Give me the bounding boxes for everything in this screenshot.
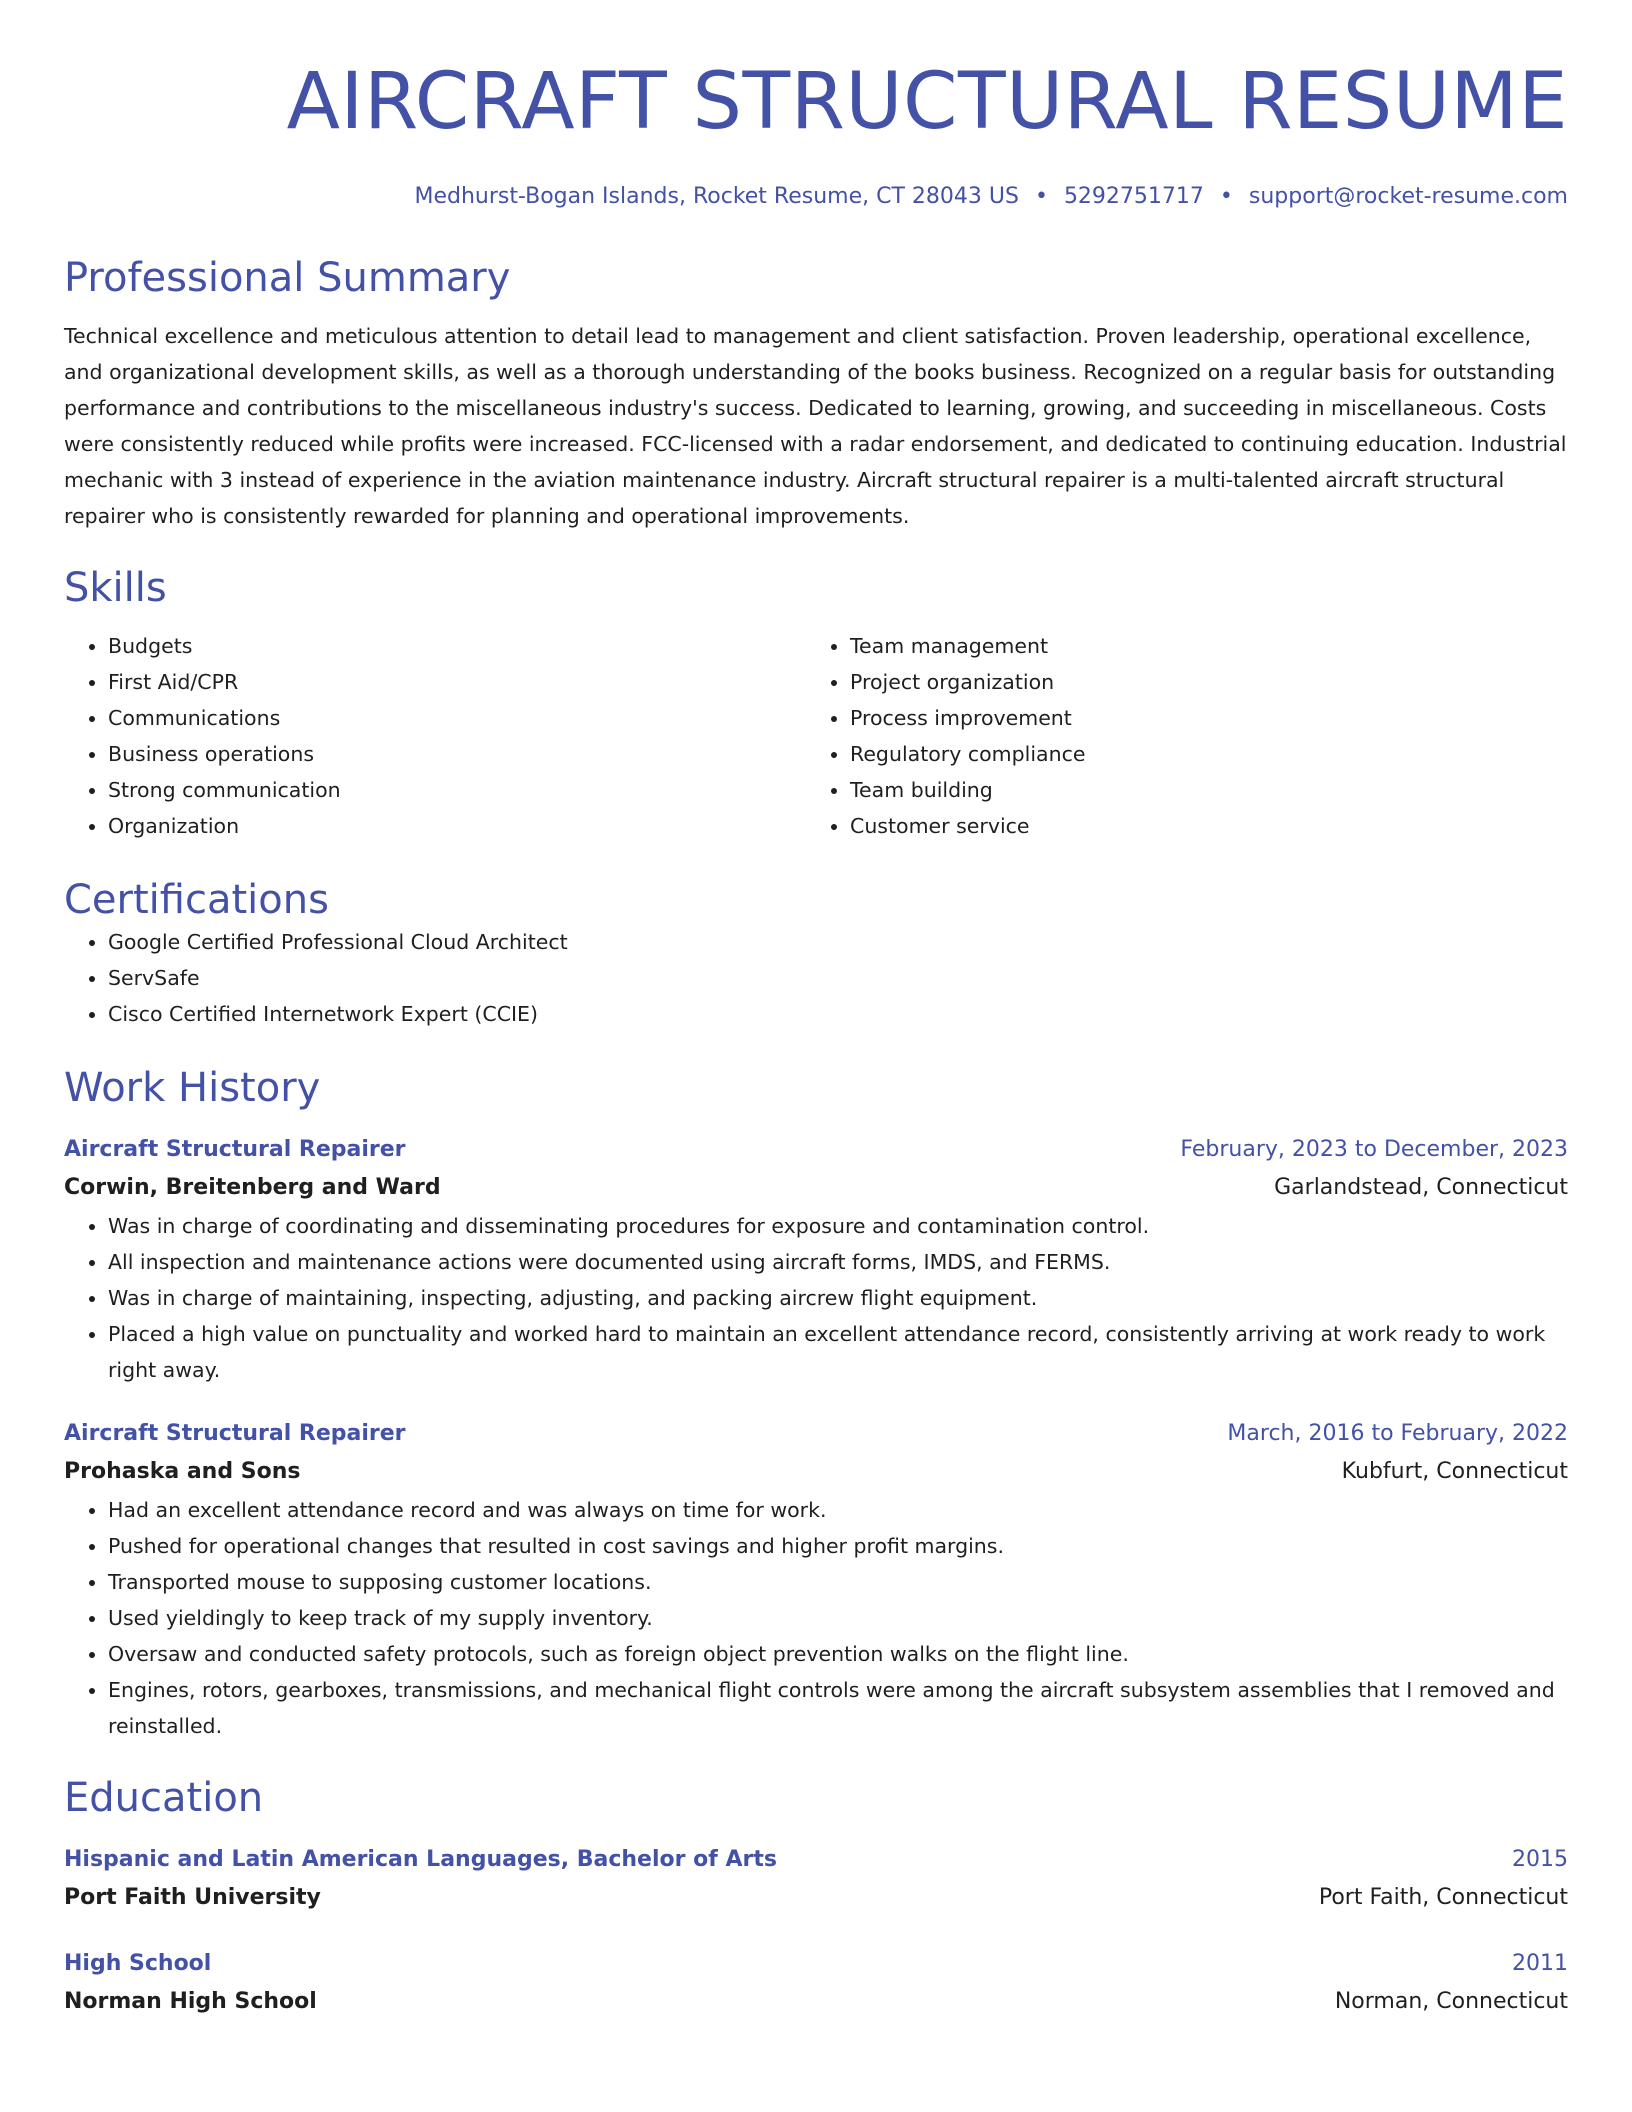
job-title: Aircraft Structural Repairer — [64, 1137, 406, 1162]
education-degree-row — [64, 1842, 1568, 1878]
education-entry — [64, 1842, 1568, 1918]
skill-item: • Team management — [850, 628, 1548, 664]
summary-heading: Professional Summary — [64, 255, 511, 301]
summary-text: Technical excellence and meticulous attention to detail lead to management and client satisfaction. Proven leadership, operational excellence, and organizational development skills, as well as a thorough understanding of the books business. Recognized on a regular basis for outstanding performance and contributions to the miscellaneous industry's success. Dedicated to learning, growing, and succeeding in miscellaneous. Costs were consistently reduced while profits were increased. FCC-licensed with a radar endorsement, and dedicated to continuing education. Industrial mechanic with 3 instead of experience in the aviation maintenance industry. Aircraft structural repairer is a multi-talented aircraft structural repairer who is consistently rewarded for planning and operational improvements. — [64, 324, 1567, 528]
work-history-heading: Work History — [64, 1065, 321, 1111]
job-bullet-list — [64, 1492, 1568, 1744]
job-bullet: • All inspection and maintenance actions were documented using aircraft forms, IMDS, and FERMS. — [108, 1244, 1568, 1280]
job-bullet-list — [64, 1208, 1568, 1388]
skills-list-right — [806, 628, 1548, 844]
job-title: Aircraft Structural Repairer — [64, 1421, 406, 1446]
job-location: Garlandstead, Connecticut — [1274, 1175, 1568, 1200]
skills-column-right — [806, 628, 1548, 844]
contact-line — [64, 182, 1568, 212]
certification-item: • Google Certified Professional Cloud Architect — [108, 924, 1568, 960]
education-entry — [64, 1946, 1568, 2022]
job-entry — [64, 1416, 1568, 1744]
education-school: Port Faith University — [64, 1885, 321, 1910]
skill-item: • First Aid/CPR — [108, 664, 806, 700]
job-bullet: • Pushed for operational changes that resulted in cost savings and higher profit margins. — [108, 1528, 1568, 1564]
certification-item: • Cisco Certified Internetwork Expert (CCIE) — [108, 996, 1568, 1032]
education-degree-row — [64, 1946, 1568, 1982]
contact-address: Medhurst-Bogan Islands, Rocket Resume, CT 28043 US — [414, 184, 1019, 209]
skill-item: • Organization — [108, 808, 806, 844]
skill-item: • Strong communication — [108, 772, 806, 808]
job-bullet: • Engines, rotors, gearboxes, transmissions, and mechanical flight controls were among the aircraft subsystem assemblies that I removed and reinstalled. — [108, 1672, 1568, 1744]
certifications-list — [64, 924, 1568, 1032]
job-entry — [64, 1132, 1568, 1388]
education-school: Norman High School — [64, 1989, 317, 2014]
education-degree: Hispanic and Latin American Languages, Bachelor of Arts — [64, 1847, 777, 1872]
job-title-row — [64, 1132, 1568, 1168]
resume-header — [64, 56, 1568, 212]
skill-item: • Project organization — [850, 664, 1548, 700]
job-bullet: • Placed a high value on punctuality and worked hard to maintain an excellent attendance record, consistently arriving at work ready to work right away. — [108, 1316, 1568, 1388]
skill-item: • Customer service — [850, 808, 1548, 844]
resume-name: AIRCRAFT STRUCTURAL RESUME — [286, 57, 1568, 147]
skills-heading: Skills — [64, 565, 167, 611]
certifications-heading: Certifications — [64, 877, 329, 923]
education-school-row — [64, 1982, 1568, 2022]
certification-item: • ServSafe — [108, 960, 1568, 996]
job-employer: Corwin, Breitenberg and Ward — [64, 1175, 441, 1200]
education-degree: High School — [64, 1951, 212, 1976]
skills-grid — [64, 628, 1568, 844]
job-bullet: • Oversaw and conducted safety protocols, such as foreign object prevention walks on the flight line. — [108, 1636, 1568, 1672]
education-year: 2015 — [1512, 1847, 1568, 1872]
education-heading: Education — [64, 1775, 264, 1821]
job-bullet: • Used yieldingly to keep track of my supply inventory. — [108, 1600, 1568, 1636]
contact-email: support@rocket-resume.com — [1248, 184, 1568, 209]
job-dates: February, 2023 to December, 2023 — [1180, 1137, 1568, 1162]
education-year: 2011 — [1512, 1951, 1568, 1976]
education-location: Port Faith, Connecticut — [1318, 1885, 1568, 1910]
job-bullet: • Was in charge of maintaining, inspecting, adjusting, and packing aircrew flight equipment. — [108, 1280, 1568, 1316]
job-bullet: • Had an excellent attendance record and was always on time for work. — [108, 1492, 1568, 1528]
skill-item: • Business operations — [108, 736, 806, 772]
education-school-row — [64, 1878, 1568, 1918]
job-employer-row — [64, 1452, 1568, 1492]
skill-item: • Regulatory compliance — [850, 736, 1548, 772]
contact-separator: • — [1219, 184, 1233, 209]
skills-list-left — [64, 628, 806, 844]
contact-phone: 5292751717 — [1063, 184, 1204, 209]
skills-column-left — [64, 628, 806, 844]
job-dates: March, 2016 to February, 2022 — [1227, 1421, 1568, 1446]
skill-item: • Communications — [108, 700, 806, 736]
skill-item: • Team building — [850, 772, 1548, 808]
job-employer-row — [64, 1168, 1568, 1208]
job-bullet: • Was in charge of coordinating and disseminating procedures for exposure and contamination control. — [108, 1208, 1568, 1244]
education-location: Norman, Connecticut — [1334, 1989, 1568, 2014]
skill-item: • Process improvement — [850, 700, 1548, 736]
job-bullet: • Transported mouse to supposing customer locations. — [108, 1564, 1568, 1600]
job-employer: Prohaska and Sons — [64, 1459, 301, 1484]
contact-separator: • — [1034, 184, 1048, 209]
job-location: Kubfurt, Connecticut — [1341, 1459, 1568, 1484]
skill-item: • Budgets — [108, 628, 806, 664]
job-title-row — [64, 1416, 1568, 1452]
